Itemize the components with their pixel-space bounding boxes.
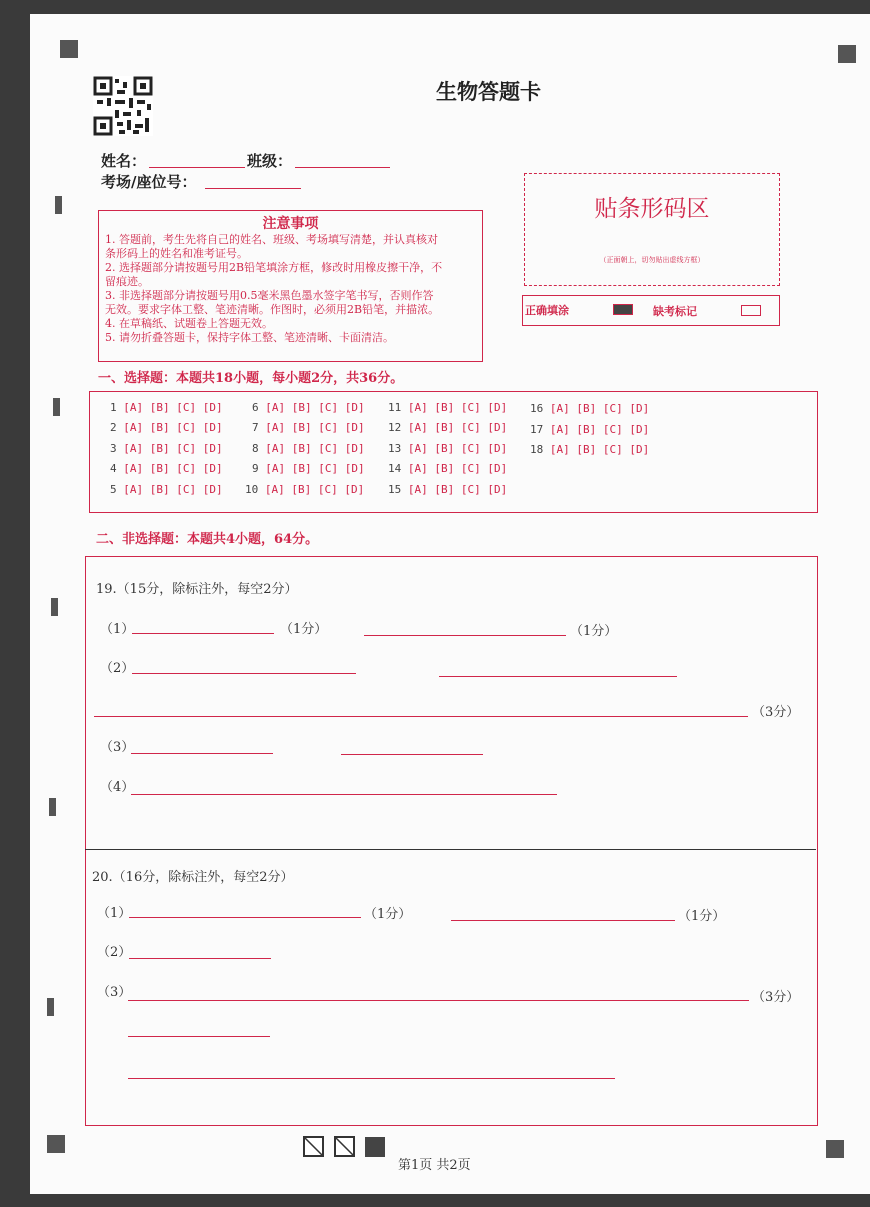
section2-heading: 二、非选择题：本题共4小题，64分。: [96, 532, 319, 547]
mc-question[interactable]: 8 [A] [B] [C] [D]: [252, 442, 365, 455]
q19-points-1: （1分）: [570, 624, 618, 639]
q19-answer-line[interactable]: [364, 635, 566, 636]
q20-part2-label: （2）: [97, 945, 132, 960]
absent-mark-label: 缺考标记: [653, 305, 697, 318]
mc-question[interactable]: 4 [A] [B] [C] [D]: [110, 462, 223, 475]
mc-question[interactable]: 10 [A] [B] [C] [D]: [245, 483, 365, 496]
mc-question[interactable]: 7 [A] [B] [C] [D]: [252, 421, 365, 434]
answer-box: [85, 556, 818, 1126]
mc-question[interactable]: 3 [A] [B] [C] [D]: [110, 442, 223, 455]
notice-heading: 注意事项: [262, 216, 319, 232]
mc-question[interactable]: 15 [A] [B] [C] [D]: [388, 483, 508, 496]
mc-question[interactable]: 2 [A] [B] [C] [D]: [110, 421, 223, 434]
mc-question[interactable]: 17 [A] [B] [C] [D]: [530, 423, 650, 436]
fill-example-box: [522, 295, 780, 326]
notice-line: 无效。要求字体工整、笔迹清晰。作图时，必须用2B铅笔，并描浓。: [105, 303, 440, 316]
alignment-mark: [838, 45, 856, 63]
page-number: 第1页 共2页: [398, 1158, 471, 1173]
q20-answer-line[interactable]: [128, 1078, 615, 1079]
filled-sample-icon: [613, 304, 633, 315]
q20-points-1: （1分）: [364, 907, 412, 922]
notice-line: 4. 在草稿纸、试题卷上答题无效。: [105, 317, 273, 330]
section1-heading: 一、选择题：本题共18小题，每小题2分，共36分。: [98, 371, 404, 386]
barcode-hint: （正面朝上，切勿贴出虚线方框）: [599, 256, 705, 264]
q19-part2-label: （2）: [100, 661, 135, 676]
mc-question[interactable]: 16 [A] [B] [C] [D]: [530, 402, 650, 415]
mc-question[interactable]: 12 [A] [B] [C] [D]: [388, 421, 508, 434]
q19-answer-line[interactable]: [132, 633, 274, 634]
mc-question[interactable]: 1 [A] [B] [C] [D]: [110, 401, 223, 414]
q19-answer-line[interactable]: [439, 676, 677, 677]
class-label: 班级：: [247, 152, 293, 170]
q19-answer-line[interactable]: [94, 716, 748, 717]
mc-question[interactable]: 18 [A] [B] [C] [D]: [530, 443, 650, 456]
name-field[interactable]: [149, 167, 245, 168]
q20-points-3: （3分）: [752, 990, 800, 1005]
timing-mark: [51, 598, 58, 616]
name-label: 姓名：: [101, 152, 147, 170]
mc-question[interactable]: 11 [A] [B] [C] [D]: [388, 401, 508, 414]
q19-part1-label: （1）: [100, 622, 135, 637]
q19-answer-line[interactable]: [131, 794, 557, 795]
mc-question[interactable]: 5 [A] [B] [C] [D]: [110, 483, 223, 496]
q20-answer-line[interactable]: [128, 1036, 270, 1037]
barcode-area: [524, 173, 780, 286]
timing-mark: [49, 798, 56, 816]
alignment-mark: [826, 1140, 844, 1158]
seat-label: 考场/座位号：: [101, 173, 197, 191]
page-code-marks-icon: [303, 1136, 388, 1158]
q20-points-1: （1分）: [678, 909, 726, 924]
notice-line: 条形码上的姓名和准考证号。: [105, 247, 248, 260]
mc-question[interactable]: 9 [A] [B] [C] [D]: [252, 462, 365, 475]
notice-line: 3. 非选择题部分请按题号用0.5毫米黑色墨水签字笔书写，否则作答: [105, 289, 434, 302]
q20-heading: 20.（16分，除标注外，每空2分）: [92, 870, 294, 885]
page-title: 生物答题卡: [436, 79, 541, 104]
question-divider: [85, 849, 816, 850]
correct-fill-label: 正确填涂: [525, 304, 569, 317]
timing-mark: [55, 196, 62, 214]
absent-checkbox[interactable]: [741, 305, 761, 316]
notice-line: 1. 答题前，考生先将自己的姓名、班级、考场填写清楚，并认真核对: [105, 233, 438, 246]
q20-part3-label: （3）: [97, 985, 132, 1000]
mc-question[interactable]: 13 [A] [B] [C] [D]: [388, 442, 508, 455]
mc-question[interactable]: 14 [A] [B] [C] [D]: [388, 462, 508, 475]
q19-answer-line[interactable]: [131, 753, 273, 754]
notice-line: 5. 请勿折叠答题卡，保持字体工整、笔迹清晰、卡面清洁。: [105, 331, 394, 344]
q20-answer-line[interactable]: [451, 920, 675, 921]
q19-answer-line[interactable]: [132, 673, 356, 674]
q19-answer-line[interactable]: [341, 754, 483, 755]
alignment-mark: [60, 40, 78, 58]
qr-code-icon: [93, 76, 153, 136]
alignment-mark: [47, 1135, 65, 1153]
q20-answer-line[interactable]: [129, 917, 361, 918]
q19-points-1: （1分）: [280, 622, 328, 637]
class-field[interactable]: [295, 167, 390, 168]
q19-part4-label: （4）: [100, 780, 135, 795]
multiple-choice-box: [89, 391, 818, 513]
timing-mark: [53, 398, 60, 416]
q20-answer-line[interactable]: [129, 958, 271, 959]
seat-field[interactable]: [205, 188, 301, 189]
notice-line: 2. 选择题部分请按题号用2B铅笔填涂方框，修改时用橡皮擦干净，不: [105, 261, 443, 274]
q20-part1-label: （1）: [97, 906, 132, 921]
q19-heading: 19.（15分，除标注外，每空2分）: [96, 582, 298, 597]
barcode-label: 贴条形码区: [594, 196, 710, 222]
q20-answer-line[interactable]: [128, 1000, 749, 1001]
notice-box: [98, 210, 483, 362]
mc-question[interactable]: 6 [A] [B] [C] [D]: [252, 401, 365, 414]
notice-line: 留痕迹。: [105, 275, 149, 288]
q19-part3-label: （3）: [100, 740, 135, 755]
timing-mark: [47, 998, 54, 1016]
q19-points-3: （3分）: [752, 705, 800, 720]
